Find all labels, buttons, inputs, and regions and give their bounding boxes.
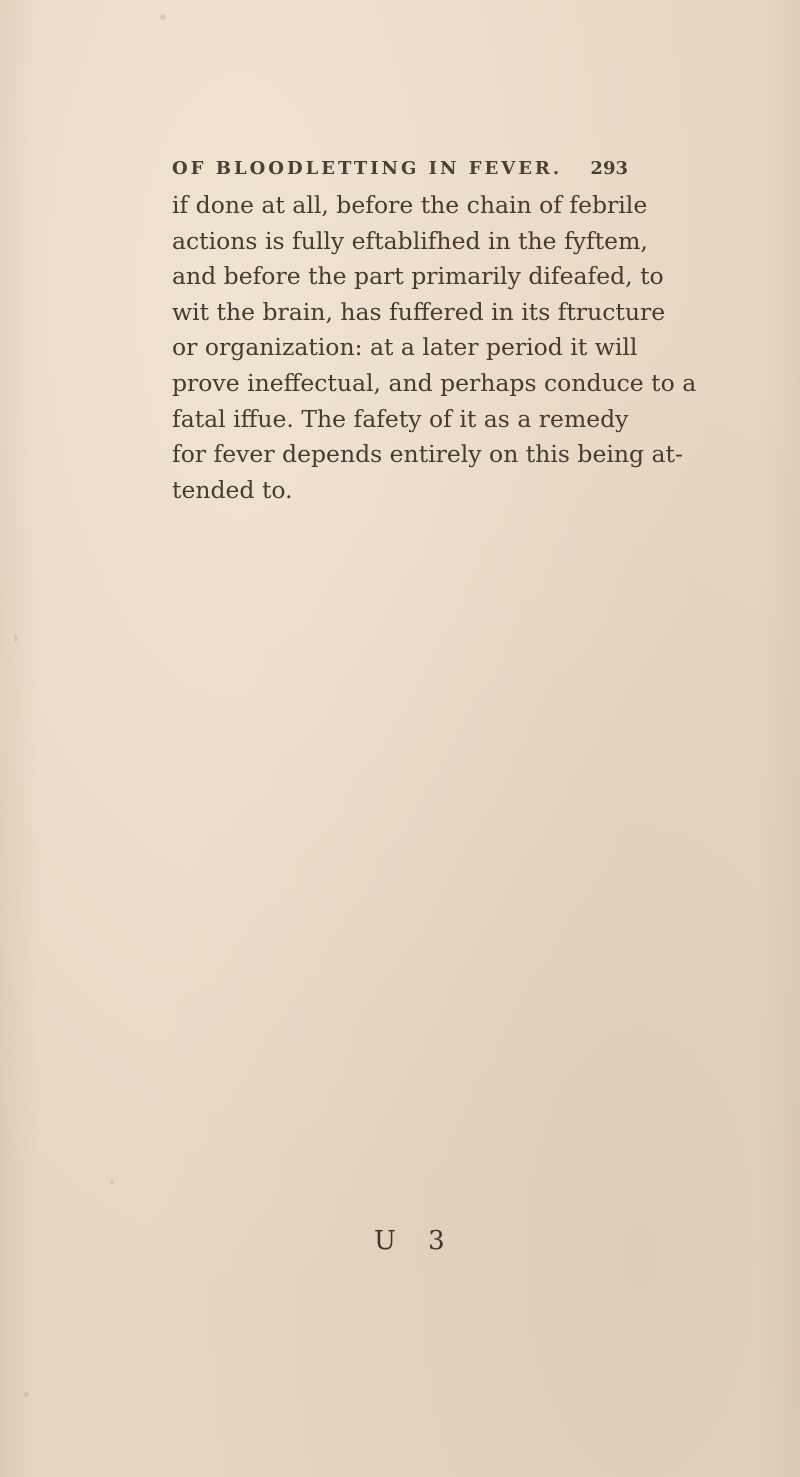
paper-spot <box>14 634 17 642</box>
body-paragraph <box>172 188 697 508</box>
text-line: prove ineffectual, and perhaps conduce to a <box>172 368 697 397</box>
text-line: wit the brain, has fuffered in its ftructure <box>172 297 666 326</box>
page-number: 293 <box>590 158 628 179</box>
paper-spot <box>24 1392 29 1397</box>
text-line: fatal iffue. The fafety of it as a remedy <box>172 404 629 433</box>
signature-mark: U 3 <box>374 1226 457 1256</box>
text-line: tended to. <box>172 475 293 504</box>
paper-spot <box>160 14 166 20</box>
running-title: OF BLOODLETTING IN FEVER. <box>172 158 563 179</box>
text-line: actions is fully eftablifhed in the fyftem, <box>172 226 648 255</box>
text-line: if done at all, before the chain of febrile <box>172 191 648 219</box>
text-line: and before the part primarily difeafed, to <box>172 262 664 291</box>
text-line: or organization: at a later period it will <box>172 333 638 362</box>
paper-spot <box>110 1180 114 1184</box>
text-line: for fever depends entirely on this being at- <box>172 440 683 469</box>
